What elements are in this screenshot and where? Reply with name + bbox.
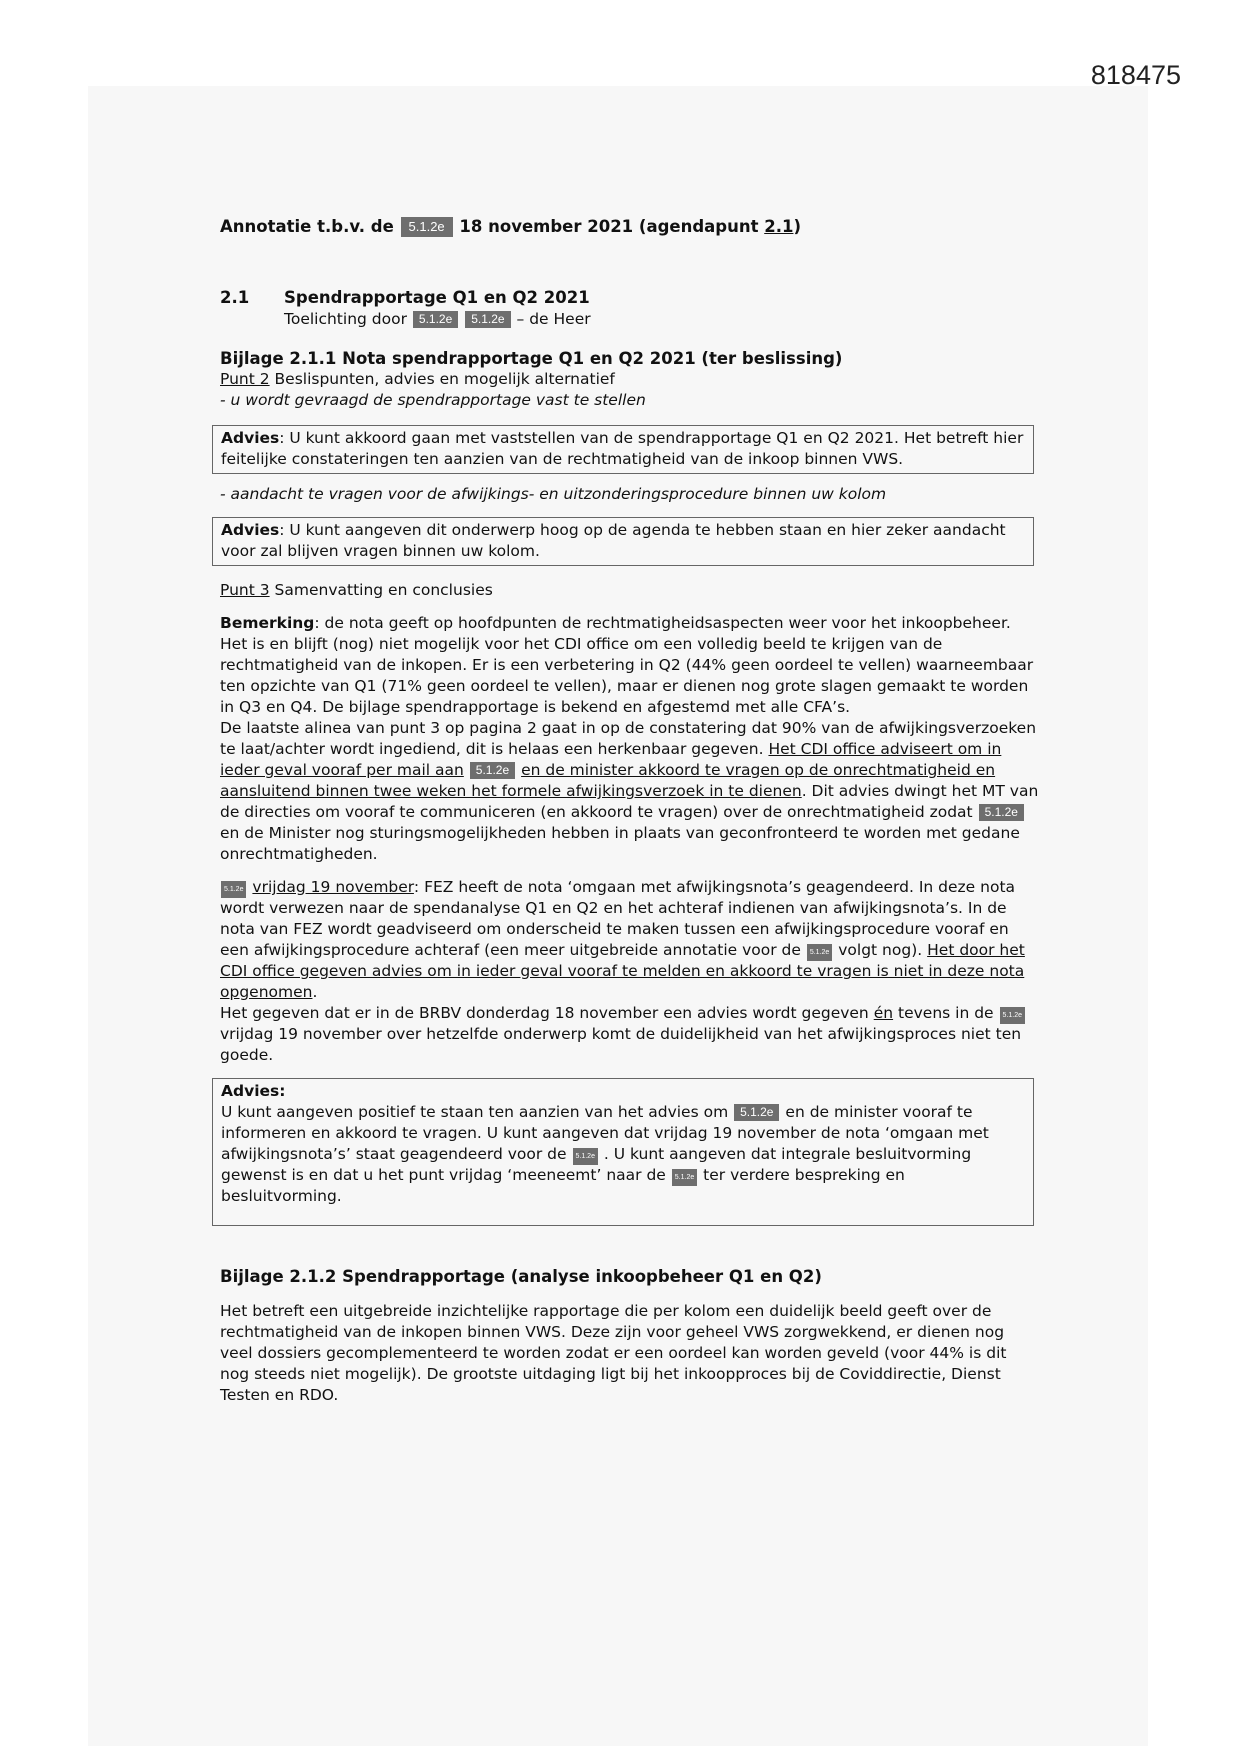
redaction-mark: 5.1.2e: [221, 881, 246, 898]
redaction-mark: 5.1.2e: [672, 1169, 697, 1186]
underlined-text: Het door het CDI office gegeven advies om in ieder geval vooraf te melden en akkoord te vragen is niet in deze nota opgenomen: [220, 941, 1025, 1001]
underlined-text: en de minister akkoord te vragen op de onrechtmatigheid en aansluitend binnen twee weken het formele afwijkingsverzoek in te dienen: [220, 761, 996, 800]
section-toelichting: [284, 309, 1040, 330]
bemerking-paragraph: [220, 613, 1040, 718]
paragraph-text: : FEZ heeft de nota ‘omgaan met afwijkingsnota’s geagendeerd. In deze nota wordt verwezen naar de spendanalyse Q1 en Q2 en het achteraf indienen van afwijkingsnota’s. In de nota van FEZ wordt geadviseerd om onderscheid te maken tussen een afwijkingsprocedure vooraf en een afwijkingsprocedure achteraf (een meer uitgebreide annotatie voor de: [220, 878, 1016, 959]
redaction-mark: 5.1.2e: [1000, 1007, 1025, 1024]
gegeven-paragraph: [220, 1003, 1040, 1066]
paragraph-text: en de Minister nog sturingsmogelijkheden hebben in plaats van geconfronteerd te worden met gedane onrechtmatigheden.: [220, 824, 1020, 863]
advies-text: en de minister vooraf te informeren en akkoord te vragen. U kunt aangeven dat vrijdag 19 november de nota ‘omgaan met afwijkingsnota’s’ staat geagendeerd voor de: [221, 1103, 989, 1163]
advies-text: ter verdere bespreking en besluitvorming.: [221, 1166, 905, 1205]
punt-label: Punt 3: [220, 581, 270, 599]
question-line: - aandacht te vragen voor de afwijkings- en uitzonderingsprocedure binnen uw kolom: [220, 485, 887, 503]
advies-box: [212, 1078, 1034, 1226]
title-text: 18 november 2021 (agendapunt: [459, 217, 759, 236]
laatste-alinea-paragraph: [220, 718, 1040, 865]
paragraph-text: De laatste alinea van punt 3 op pagina 2 gaat in op de constatering dat 90% van de afwijkingsverzoeken te laat/achter wordt ingediend, dit is helaas een herkenbaar gegeven.: [220, 719, 1037, 758]
redaction-mark: 5.1.2e: [979, 804, 1024, 821]
section-number: 2.1: [220, 288, 250, 307]
annotation-title: [220, 216, 1040, 237]
paragraph-text: . Dit advies dwingt het MT van de directies om vooraf te communiceren (en akkoord te vragen) over de onrechtmatigheid zodat: [220, 782, 1039, 821]
underlined-text: én: [873, 1004, 894, 1022]
advies-box: [212, 517, 1034, 566]
underlined-text: vrijdag 19 november: [252, 878, 414, 896]
paragraph-text: Het gegeven dat er in de BRBV donderdag 18 november een advies wordt gegeven: [220, 1004, 869, 1022]
punt2-line: [220, 369, 1040, 390]
advies-label: Advies: [221, 429, 280, 447]
bijlage-heading: Bijlage 2.1.2 Spendrapportage (analyse inkoopbeheer Q1 en Q2): [220, 1267, 822, 1286]
punt-text: Beslispunten, advies en mogelijk alternatief: [274, 370, 615, 388]
section-heading: [220, 287, 1040, 308]
paragraph-text: vrijdag 19 november over hetzelfde onderwerp komt de duidelijkheid van het afwijkingsproces niet ten goede.: [220, 1025, 1022, 1064]
section-title: Spendrapportage Q1 en Q2 2021: [284, 288, 590, 307]
advies-text: U kunt aangeven positief te staan ten aanzien van het advies om: [221, 1103, 729, 1121]
advies-box: [212, 425, 1034, 474]
redaction-mark: 5.1.2e: [401, 217, 453, 237]
paragraph-text: .: [312, 983, 318, 1001]
redaction-mark: 5.1.2e: [734, 1104, 779, 1121]
advies-text: : U kunt akkoord gaan met vaststellen van de spendrapportage Q1 en Q2 2021. Het betreft hier feitelijke constateringen ten aanzien van de rechtmatigheid van de inkoop binnen VWS.: [221, 429, 1024, 468]
toelichting-text: – de Heer: [516, 310, 591, 328]
advies-label: Advies:: [221, 1082, 286, 1100]
bijlage-heading: Bijlage 2.1.1 Nota spendrapportage Q1 en Q2 2021 (ter beslissing): [220, 349, 843, 368]
bemerking-label: Bemerking: [220, 614, 315, 632]
redaction-mark: 5.1.2e: [573, 1148, 598, 1165]
punt-label: Punt 2: [220, 370, 270, 388]
punt3-line: [220, 580, 1040, 601]
document-body: [220, 216, 1040, 1406]
punt-text: Samenvatting en conclusies: [274, 581, 493, 599]
paragraph-text: tevens in de: [898, 1004, 994, 1022]
advies-text: : U kunt aangeven dit onderwerp hoog op de agenda te hebben staan en hier zeker aandacht voor zal blijven vragen binnen uw kolom.: [221, 521, 1006, 560]
document-number: 818475: [1090, 60, 1181, 90]
underlined-text: Het CDI office adviseert om in ieder geval vooraf per mail aan: [220, 740, 1002, 779]
title-text: Annotatie t.b.v. de: [220, 217, 394, 236]
redaction-mark: 5.1.2e: [807, 944, 832, 961]
redaction-mark: 5.1.2e: [465, 311, 510, 328]
redaction-mark: 5.1.2e: [470, 762, 515, 779]
redaction-mark: 5.1.2e: [413, 311, 458, 328]
question-line: - u wordt gevraagd de spendrapportage vast te stellen: [220, 391, 646, 409]
agendapunt-link: 2.1: [764, 217, 794, 236]
title-text: ): [793, 217, 801, 236]
toelichting-label: Toelichting door: [284, 310, 407, 328]
bemerking-text: : de nota geeft op hoofdpunten de rechtmatigheidsaspecten weer voor het inkoopbeheer. Het is en blijft (nog) niet mogelijk voor het CDI office om een volledig beeld te krijgen van de rechtmatigheid van de inkopen. Er is een verbetering in Q2 (44% geen oordeel te vellen) waarneembaar ten opzichte van Q1 (71% geen oordeel te vellen), maar er dienen nog grote slagen gemaakt te worden in Q3 en Q4. De bijlage spendrapportage is bekend en afgestemd met alle CFA’s.: [220, 614, 1034, 716]
advies-label: Advies: [221, 521, 280, 539]
vrijdag-paragraph: [220, 877, 1040, 1003]
advies-text: . U kunt aangeven dat integrale besluitvorming gewenst is en dat u het punt vrijdag ‘meeneemt’ naar de: [221, 1145, 972, 1184]
paragraph-text: volgt nog).: [838, 941, 923, 959]
bijlage2-paragraph: Het betreft een uitgebreide inzichtelijke rapportage die per kolom een duidelijk beeld geeft over de rechtmatigheid van de inkopen binnen VWS. Deze zijn voor geheel VWS zorgwekkend, er dienen nog veel dossiers gecomplementeerd te worden zodat er een oordeel kan worden geveld (voor 44% is dit nog steeds niet mogelijk). De grootste uitdaging ligt bij het inkoopproces bij de Coviddirectie, Dienst Testen en RDO.: [220, 1302, 1007, 1404]
